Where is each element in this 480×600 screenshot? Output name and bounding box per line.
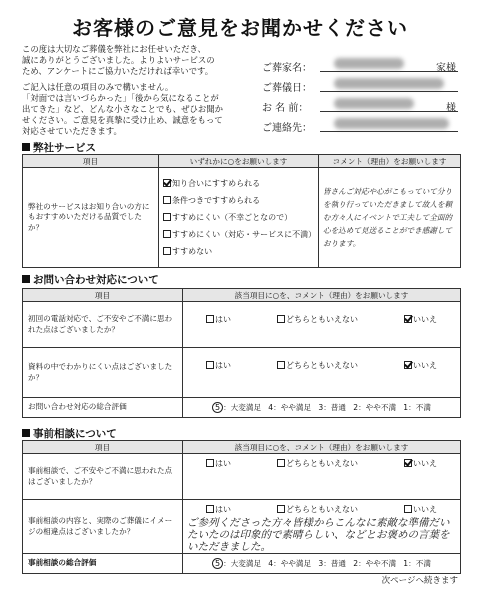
- option-yes[interactable]: [206, 314, 231, 325]
- rating-5-label: ：大変満足: [223, 559, 262, 568]
- option-neutral-label: どちらともいえない: [286, 361, 358, 370]
- selected-rating[interactable]: 5: [212, 402, 223, 413]
- rating-2-label[interactable]: 2：やや不満: [353, 559, 397, 568]
- intro-paragraph-1: この度は大切なご葬儀を弊社にお任せいただき、 誠にありがとうございました。よりよいサービスの ため、アンケートにご協力いただければ幸いです。: [22, 44, 215, 77]
- service-option-label: すすめにくい（対応・サービスに不満）: [172, 230, 317, 239]
- option-no[interactable]: [404, 314, 437, 325]
- option-neutral-label: どちらともいえない: [286, 459, 358, 468]
- section-square-icon: [22, 143, 30, 151]
- checkbox-checked-icon[interactable]: [163, 179, 171, 187]
- selected-rating[interactable]: 5: [212, 558, 223, 569]
- checkbox-icon[interactable]: [163, 247, 171, 255]
- funeral-date-row: [262, 75, 458, 95]
- section-square-icon: [22, 429, 30, 437]
- redacted-contact: [334, 118, 449, 129]
- col-header-choice: 該当項目に○を、コメント（理由）をお願いします: [183, 289, 461, 302]
- checkbox-icon[interactable]: [163, 196, 171, 204]
- inquiry-question-phone: 初回の電話対応で、ご不安やご不満に思われた点はございましたか？: [23, 302, 183, 348]
- checkbox-icon[interactable]: [206, 361, 214, 369]
- service-option-label: すすめない: [172, 247, 213, 256]
- redacted-family-name: [334, 58, 404, 69]
- rating-2-label[interactable]: 2：やや不満: [353, 403, 397, 412]
- service-question: 弊社のサービスはお知り合いの方にもおすすめいただける品質でしたか？: [23, 168, 159, 268]
- service-option-not-recommend[interactable]: [159, 243, 318, 260]
- rating-4-label[interactable]: 4：やや満足: [268, 403, 312, 412]
- contact-label: ご連絡先：: [262, 123, 312, 134]
- service-option-label: すすめにくい（不幸ごとなので）: [172, 213, 293, 222]
- option-yes[interactable]: [206, 504, 231, 515]
- contact-row: [262, 115, 458, 135]
- option-yes-label: はい: [215, 361, 231, 370]
- option-no-label: いいえ: [413, 459, 437, 468]
- pre-overall-scale[interactable]: [183, 554, 461, 574]
- checkbox-icon[interactable]: [206, 505, 214, 513]
- checkbox-icon[interactable]: [277, 315, 285, 323]
- option-neutral-label: どちらともいえない: [286, 505, 358, 514]
- service-comment-handwritten[interactable]: 皆さんご対応や心がこもっていて分りを執り行っていただきまして故人を頼む方々人にイベントで工夫して全面的心を込めて見送ることができ感謝しております。: [319, 168, 461, 268]
- name-line: [320, 111, 458, 112]
- checkbox-icon[interactable]: [277, 361, 285, 369]
- rating-1-label[interactable]: 1：不満: [403, 559, 431, 568]
- section-2-title-text: お問い合わせ対応について: [33, 274, 159, 286]
- service-option-recommend[interactable]: [159, 175, 318, 192]
- section-company-service-title: [22, 140, 96, 155]
- service-option-label: 条件つきですすめられる: [172, 196, 261, 205]
- col-header-comment: コメント（理由）をお願いします: [319, 155, 461, 168]
- option-yes-label: はい: [215, 315, 231, 324]
- checkbox-icon[interactable]: [163, 213, 171, 221]
- redacted-funeral-date: [334, 78, 444, 89]
- col-header-item: 項目: [23, 441, 183, 454]
- section-1-title-text: 弊社サービス: [33, 142, 96, 154]
- col-header-choice: いずれかに○をお願いします: [159, 155, 319, 168]
- option-neutral[interactable]: [277, 360, 358, 371]
- pre-consultation-comment-handwritten[interactable]: ご参列くださった方々皆様からこんなに素敵な準備だいたいたのは印象的で素晴らしい、などとお褒めの言葉をいただきました。: [187, 517, 450, 553]
- continue-next-page-note: 次ページへ続きます: [381, 576, 458, 586]
- service-option-hard-occasion[interactable]: [159, 209, 318, 226]
- checkbox-icon[interactable]: [163, 230, 171, 238]
- family-name-label: ご葬家名：: [262, 63, 312, 74]
- service-options: [159, 168, 319, 268]
- checkbox-checked-icon[interactable]: [404, 459, 412, 467]
- pre-anxiety-options: [183, 454, 461, 500]
- rating-1-label[interactable]: 1：不満: [403, 403, 431, 412]
- col-header-item: 項目: [23, 155, 159, 168]
- checkbox-checked-icon[interactable]: [404, 361, 412, 369]
- checkbox-icon[interactable]: [277, 459, 285, 467]
- section-inquiry-title: [22, 272, 159, 287]
- option-yes-label: はい: [215, 505, 231, 514]
- option-neutral-label: どちらともいえない: [286, 315, 358, 324]
- checkbox-icon[interactable]: [277, 505, 285, 513]
- rating-4-label[interactable]: 4：やや満足: [268, 559, 312, 568]
- option-no-label: いいえ: [413, 315, 437, 324]
- option-yes[interactable]: [206, 360, 231, 371]
- service-option-conditional[interactable]: [159, 192, 318, 209]
- customer-info: [262, 55, 458, 135]
- name-suffix: 様: [446, 103, 456, 114]
- section-square-icon: [22, 275, 30, 283]
- name-label: お 名 前：: [262, 103, 309, 114]
- pre-question-difference: 事前相談の内容と、実際のご葬儀にイメージの相違点はございましたか？: [23, 500, 183, 554]
- redacted-name: [334, 98, 414, 109]
- option-neutral[interactable]: [277, 314, 358, 325]
- checkbox-checked-icon[interactable]: [404, 315, 412, 323]
- inquiry-phone-options: [183, 302, 461, 348]
- inquiry-table: [22, 288, 461, 418]
- option-yes-label: はい: [215, 459, 231, 468]
- option-no[interactable]: [404, 458, 437, 469]
- section-3-title-text: 事前相談について: [33, 428, 117, 440]
- intro-text: [22, 44, 242, 142]
- pre-question-anxiety: 事前相談で、ご不安やご不満に思われた点はございましたか？: [23, 454, 183, 500]
- option-yes[interactable]: [206, 458, 231, 469]
- contact-line: [320, 131, 458, 132]
- rating-5-label: ：大変満足: [223, 403, 262, 412]
- option-no-label: いいえ: [413, 361, 437, 370]
- option-neutral[interactable]: [277, 458, 358, 469]
- option-no[interactable]: [404, 360, 437, 371]
- option-no[interactable]: [404, 504, 437, 515]
- checkbox-icon[interactable]: [206, 459, 214, 467]
- family-name-line: [320, 71, 458, 72]
- pre-consultation-table: [22, 440, 461, 574]
- family-name-row: [262, 55, 458, 75]
- pre-overall-label: 事前相談の総合評価: [23, 554, 183, 574]
- family-name-suffix: 家様: [436, 63, 456, 74]
- inquiry-material-options: [183, 348, 461, 398]
- name-row: [262, 95, 458, 115]
- option-no-label: いいえ: [413, 505, 437, 514]
- col-header-choice: 該当項目に○を、コメント（理由）をお願いします: [183, 441, 461, 454]
- rating-3-label[interactable]: 3：普通: [318, 403, 346, 412]
- service-table: [22, 154, 461, 268]
- funeral-date-line: [320, 91, 458, 92]
- rating-3-label[interactable]: 3：普通: [318, 559, 346, 568]
- inquiry-overall-label: お問い合わせ対応の総合評価: [23, 398, 183, 418]
- service-option-label: 知り合いにすすめられる: [172, 179, 261, 188]
- inquiry-question-material: 資料の中でわかりにくい点はございましたか？: [23, 348, 183, 398]
- section-pre-consultation-title: [22, 426, 117, 441]
- page-title: お客様のご意見をお聞かせください: [72, 16, 408, 40]
- funeral-date-label: ご葬儀日：: [262, 83, 312, 94]
- intro-paragraph-2: ご記入は任意の項目のみで構いません。 「対面では言いづらかった」「後から気になることが 出てきた」など、どんな小さなことでも、ぜひお聞か せください。ご意見を真摯に受け止め、誠意をもって 対応させていただきます。: [22, 81, 223, 137]
- col-header-item: 項目: [23, 289, 183, 302]
- service-option-hard-dissatisfied[interactable]: [159, 226, 318, 243]
- checkbox-icon[interactable]: [206, 315, 214, 323]
- option-neutral[interactable]: [277, 504, 358, 515]
- inquiry-overall-scale[interactable]: [183, 398, 461, 418]
- pre-difference-options: [183, 500, 461, 554]
- checkbox-icon[interactable]: [404, 505, 412, 513]
